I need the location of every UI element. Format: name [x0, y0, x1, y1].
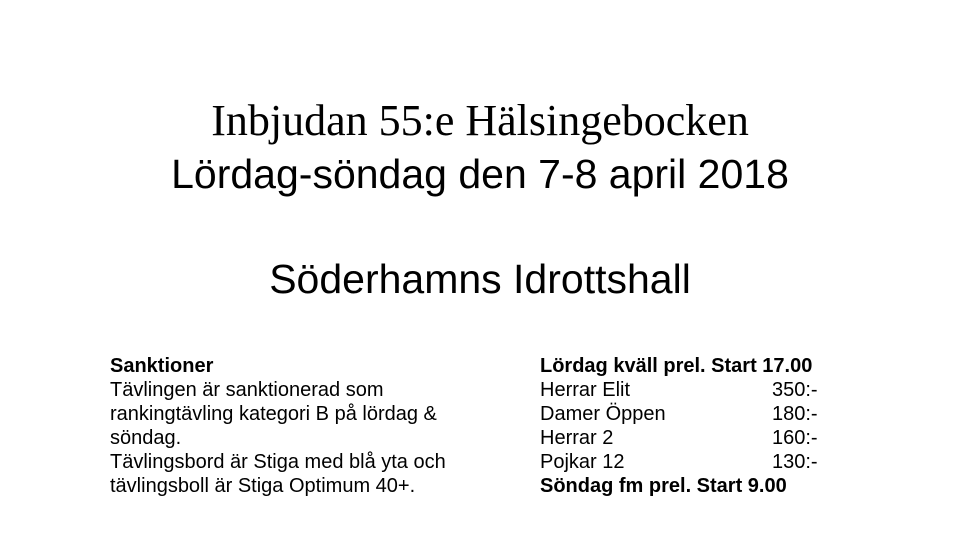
class-fee: 130:-	[772, 451, 818, 473]
sanktioner-heading: Sanktioner	[110, 355, 214, 377]
sanktioner-line: Tävlingen är sanktionerad som	[110, 379, 384, 401]
class-name: Pojkar 12	[540, 451, 625, 473]
sanktioner-section	[110, 354, 510, 498]
schedule-section	[540, 354, 860, 498]
class-fee: 180:-	[772, 403, 818, 425]
class-row	[540, 450, 860, 474]
sanktioner-line: rankingtävling kategori B på lördag &	[110, 403, 437, 425]
class-row	[540, 426, 860, 450]
class-fee: 350:-	[772, 379, 818, 401]
sunday-heading: Söndag fm prel. Start 9.00	[540, 475, 787, 497]
event-dates: Lördag-söndag den 7-8 april 2018	[171, 151, 789, 197]
class-name: Herrar 2	[540, 427, 614, 449]
sanktioner-line: Tävlingsbord är Stiga med blå yta och	[110, 451, 446, 473]
class-fee: 160:-	[772, 427, 818, 449]
sanktioner-line: tävlingsboll är Stiga Optimum 40+.	[110, 475, 416, 497]
class-row	[540, 378, 860, 402]
sanktioner-line: söndag.	[110, 427, 182, 449]
document-title: Inbjudan 55:e Hälsingebocken	[211, 96, 749, 145]
class-row	[540, 402, 860, 426]
saturday-heading: Lördag kväll prel. Start 17.00	[540, 355, 813, 377]
class-name: Damer Öppen	[540, 403, 666, 425]
class-name: Herrar Elit	[540, 379, 631, 401]
event-venue: Söderhamns Idrottshall	[269, 256, 691, 302]
